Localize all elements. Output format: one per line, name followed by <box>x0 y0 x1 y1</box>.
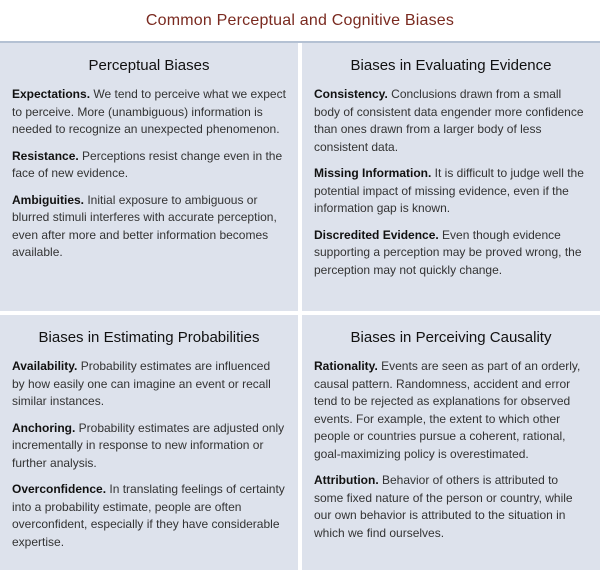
panel-perceptual-biases <box>0 43 298 311</box>
panel-heading: Biases in Perceiving Causality <box>350 329 552 346</box>
entry-text: Probability estimates are influenced by how easily one can imagine an event or recall similar instances. <box>12 359 271 408</box>
title-bar <box>0 0 600 42</box>
entry-term: Rationality. <box>314 359 378 373</box>
entry-term: Missing Information. <box>314 166 432 180</box>
entry-resistance <box>12 148 286 183</box>
panel-perceiving-causality <box>302 315 600 570</box>
entry-text: Probability estimates are adjusted only incrementally in response to new information or further analysis. <box>12 420 285 470</box>
entry-text: It is difficult to judge well the potential impact of missing evidence, even if the information gap is known. <box>314 166 584 215</box>
entry-text: Behavior of others is attributed to some fixed nature of the person or country, while our own behavior is attributed to the situation in which we find ourselves. <box>314 473 573 540</box>
entry-term: Discredited Evidence. <box>314 227 439 242</box>
entry-term: Consistency. <box>314 87 388 101</box>
entry-text: In translating feelings of certainty into a probability estimate, people are often overconfident, especially if they have considerable expertise. <box>12 482 285 549</box>
entry-term: Expectations. <box>12 87 91 101</box>
panel-heading: Biases in Evaluating Evidence <box>350 57 552 74</box>
entry-term: Attribution. <box>314 473 379 487</box>
entry-text: Perceptions resist change even in the face of new evidence. <box>12 148 283 180</box>
entry-text: We tend to perceive what we expect to perceive. More (unambiguous) information is needed to recognize an unexpected phenomenon. <box>12 87 286 136</box>
panel-evaluating-evidence <box>302 43 600 311</box>
entry-term: Anchoring. <box>12 420 76 435</box>
horizontal-divider <box>0 311 600 315</box>
entry-text: Initial exposure to ambiguous or blurred stimuli interferes with accurate perception, even after more and better information becomes available. <box>12 192 277 259</box>
entry-discredited-evidence <box>314 227 588 280</box>
entry-text: Even though evidence supporting a perception may be proved wrong, the perception may not quickly change. <box>314 227 582 277</box>
entry-availability <box>12 358 286 411</box>
entry-rationality <box>314 358 588 463</box>
entry-missing-information <box>314 165 588 218</box>
entry-term: Resistance. <box>12 148 79 163</box>
entry-term: Availability. <box>12 359 78 373</box>
entry-overconfidence <box>12 481 286 551</box>
entry-text: Conclusions drawn from a small body of consistent data engender more confidence than ones drawn from a larger body of less consistent data. <box>314 87 584 154</box>
panel-estimating-probabilities <box>0 315 298 570</box>
entry-term: Ambiguities. <box>12 192 85 207</box>
entry-ambiguities <box>12 192 286 262</box>
panel-heading: Perceptual Biases <box>88 57 210 74</box>
vertical-divider <box>298 43 302 570</box>
page-title: Common Perceptual and Cognitive Biases <box>145 12 455 29</box>
entry-text: Events are seen as part of an orderly, causal pattern. Randomness, accident and error tend to be rejected as explanations for observed events. For example, the extent to which other people or countries pursue a coherent, rational, goal-maximizing policy is overestimated. <box>314 359 581 461</box>
entry-term: Overconfidence. <box>12 482 107 496</box>
entry-attribution <box>314 472 588 542</box>
panel-heading: Biases in Estimating Probabilities <box>38 329 260 346</box>
entry-expectations <box>12 86 286 139</box>
entry-anchoring <box>12 420 286 473</box>
entry-consistency <box>314 86 588 156</box>
